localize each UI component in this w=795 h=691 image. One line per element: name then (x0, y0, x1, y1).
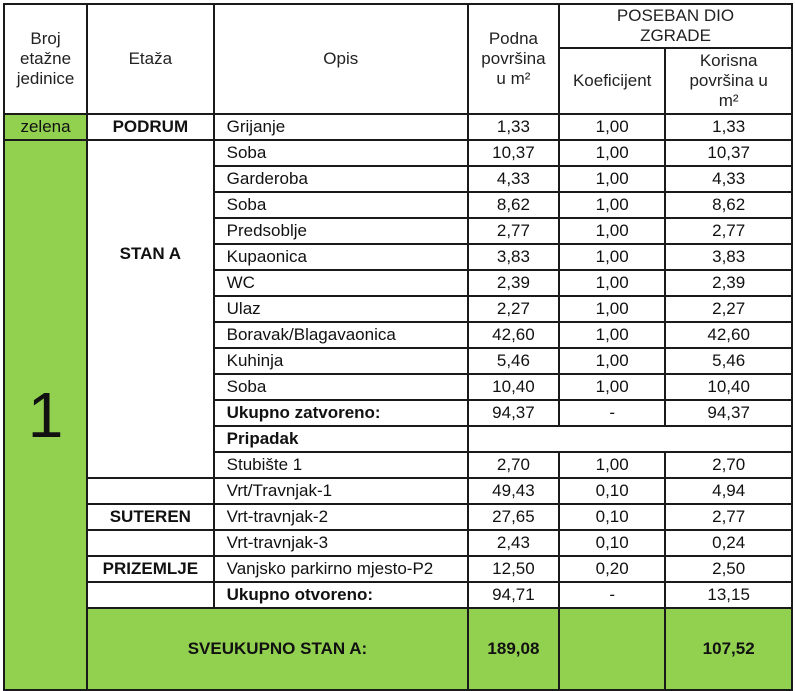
korisna-cell: 2,70 (665, 452, 792, 478)
koef-cell: 1,00 (559, 192, 665, 218)
etaza-cell (87, 530, 214, 556)
korisna-cell: 2,39 (665, 270, 792, 296)
podna-cell: 1,33 (468, 114, 559, 140)
korisna-cell: 1,33 (665, 114, 792, 140)
unit-number: 1 (4, 140, 87, 690)
podna-cell: 2,27 (468, 296, 559, 322)
header-etaza: Etaža (87, 4, 214, 114)
opis-cell: Stubište 1 (214, 452, 468, 478)
korisna-cell: 8,62 (665, 192, 792, 218)
korisna-cell: 94,37 (665, 400, 792, 426)
opis-cell: Soba (214, 140, 468, 166)
opis-cell: Boravak/Blagavaonica (214, 322, 468, 348)
podna-cell: 12,50 (468, 556, 559, 582)
table-row (4, 504, 792, 530)
etaza-empty (87, 582, 214, 608)
opis-cell: Vrt-travnjak-2 (214, 504, 468, 530)
korisna-cell: 2,27 (665, 296, 792, 322)
korisna-cell: 10,37 (665, 140, 792, 166)
koef-cell: 1,00 (559, 166, 665, 192)
koef-cell: - (559, 400, 665, 426)
unit-label: zelena (4, 114, 87, 140)
sveukupno-label: SVEUKUPNO STAN A: (87, 608, 468, 690)
opis-cell: Vrt/Travnjak-1 (214, 478, 468, 504)
koef-cell: 0,10 (559, 478, 665, 504)
header-podna-povrsina: Podna površina u m² (468, 4, 559, 114)
korisna-cell: 2,77 (665, 504, 792, 530)
koef-cell: 1,00 (559, 140, 665, 166)
podna-cell: 42,60 (468, 322, 559, 348)
opis-cell: Predsoblje (214, 218, 468, 244)
podna-cell: 2,39 (468, 270, 559, 296)
table-row (4, 556, 792, 582)
podna-cell: 94,71 (468, 582, 559, 608)
koef-cell: 1,00 (559, 452, 665, 478)
podna-cell: 4,33 (468, 166, 559, 192)
podna-cell: 2,43 (468, 530, 559, 556)
koef-cell: - (559, 582, 665, 608)
podna-cell: 49,43 (468, 478, 559, 504)
opis-cell: Ulaz (214, 296, 468, 322)
sveukupno-koef (559, 608, 665, 690)
opis-cell: Soba (214, 192, 468, 218)
podna-cell: 10,37 (468, 140, 559, 166)
koef-cell: 1,00 (559, 348, 665, 374)
sveukupno-korisna: 107,52 (665, 608, 792, 690)
table-row (4, 140, 792, 166)
opis-cell: Kupaonica (214, 244, 468, 270)
korisna-cell: 2,77 (665, 218, 792, 244)
table-row-podrum (4, 114, 792, 140)
ukupno-otvoreno-label: Ukupno otvoreno: (214, 582, 468, 608)
koef-cell: 1,00 (559, 270, 665, 296)
korisna-cell: 3,83 (665, 244, 792, 270)
korisna-cell: 4,33 (665, 166, 792, 192)
koef-cell: 0,10 (559, 530, 665, 556)
podna-cell: 3,83 (468, 244, 559, 270)
koef-cell: 1,00 (559, 244, 665, 270)
podna-cell: 2,77 (468, 218, 559, 244)
korisna-cell: 13,15 (665, 582, 792, 608)
ukupno-zatvoreno-label: Ukupno zatvoreno: (214, 400, 468, 426)
header-poseban-dio: POSEBAN DIO ZGRADE (559, 4, 792, 48)
table-row (4, 530, 792, 556)
etaza-cell: PRIZEMLJE (87, 556, 214, 582)
opis-cell: Vrt-travnjak-3 (214, 530, 468, 556)
etaza-cell (87, 478, 214, 504)
opis-cell: Vanjsko parkirno mjesto-P2 (214, 556, 468, 582)
opis-cell: WC (214, 270, 468, 296)
table-row-ukupno-otvoreno (4, 582, 792, 608)
korisna-cell: 0,24 (665, 530, 792, 556)
podna-cell: 8,62 (468, 192, 559, 218)
koef-cell: 1,00 (559, 374, 665, 400)
korisna-cell: 10,40 (665, 374, 792, 400)
podna-cell: 94,37 (468, 400, 559, 426)
header-broj: Broj etažne jedinice (4, 4, 87, 114)
podna-cell: 27,65 (468, 504, 559, 530)
etaza-cell: SUTEREN (87, 504, 214, 530)
koef-cell: 0,10 (559, 504, 665, 530)
opis-cell: Garderoba (214, 166, 468, 192)
opis-cell: Grijanje (214, 114, 468, 140)
korisna-cell: 4,94 (665, 478, 792, 504)
koef-cell: 1,00 (559, 114, 665, 140)
koef-cell: 0,20 (559, 556, 665, 582)
area-table (3, 3, 793, 691)
koef-cell: 1,00 (559, 218, 665, 244)
opis-cell: Kuhinja (214, 348, 468, 374)
korisna-cell: 42,60 (665, 322, 792, 348)
koef-cell: 1,00 (559, 296, 665, 322)
header-korisna-povrsina: Korisna površina u m² (665, 48, 792, 114)
table-row (4, 478, 792, 504)
pripadak-empty (468, 426, 792, 452)
podna-cell: 5,46 (468, 348, 559, 374)
korisna-cell: 5,46 (665, 348, 792, 374)
header-koeficijent: Koeficijent (559, 48, 665, 114)
header-opis: Opis (214, 4, 468, 114)
podna-cell: 2,70 (468, 452, 559, 478)
pripadak-label: Pripadak (214, 426, 468, 452)
etaza-stan: STAN A (87, 140, 214, 478)
korisna-cell: 2,50 (665, 556, 792, 582)
opis-cell: Soba (214, 374, 468, 400)
koef-cell: 1,00 (559, 322, 665, 348)
table-row-sveukupno (4, 608, 792, 690)
etaza-cell: PODRUM (87, 114, 214, 140)
podna-cell: 10,40 (468, 374, 559, 400)
sveukupno-podna: 189,08 (468, 608, 559, 690)
